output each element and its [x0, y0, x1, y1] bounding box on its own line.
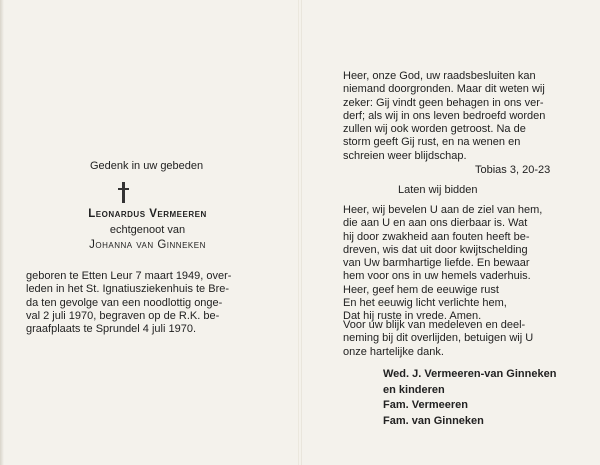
prayer-title: Laten wij bidden: [398, 184, 478, 196]
prayer-line: Heer, wij bevelen U aan de ziel van hem,: [343, 204, 543, 216]
thanks-line: neming bij dit overlijden, betuigen wij U: [343, 332, 534, 345]
verse-line: Heer, onze God, uw raadsbesluiten kan: [343, 70, 536, 82]
intro-text: Gedenk in uw gebeden: [90, 160, 204, 172]
verse-line: schreien weer blijdschap.: [343, 149, 467, 162]
verse-line: zullen wij ook worden getroost. Na de: [343, 123, 526, 136]
spouse-name: Johanna van Ginneken: [89, 239, 206, 251]
prayer-line: Heer, geef hem de eeuwige rust: [343, 283, 499, 296]
spouse-label: echtgenoot van: [109, 224, 186, 236]
signatures: [383, 367, 556, 429]
verse-line: storm geeft Gij rust, en na wenen en: [343, 136, 521, 149]
bio-line: leden in het St. Ignatiusziekenhuis te Bre-: [26, 283, 230, 296]
prayer-line: hem voor ons in uw hemels vaderhuis.: [343, 270, 531, 283]
prayer-line: En het eeuwig licht verlichte hem,: [343, 297, 507, 310]
thanks-line: onze hartelijke dank.: [343, 345, 444, 358]
signature-line: en kinderen: [383, 383, 445, 396]
verse-text: [343, 70, 575, 163]
prayer-line: die aan U en aan ons dierbaar is. Wat: [343, 217, 528, 230]
signature-line: Fam. Vermeeren: [383, 399, 468, 411]
prayer-line: Dat hij ruste in vrede. Amen.: [343, 310, 482, 323]
cross-icon: [117, 182, 131, 204]
bio-line: da ten gevolge van een noodlottig onge-: [26, 296, 223, 309]
bio-line: graafplaats te Sprundel 4 juli 1970.: [26, 323, 197, 336]
right-page: [305, 0, 600, 465]
verse-line: derf; als wij in ons leven bedroefd worden: [343, 109, 546, 122]
card-fold: [298, 0, 302, 465]
thanks-text: [343, 319, 575, 359]
verse-line: zeker: Gij vindt geen behagen in ons ver-: [343, 96, 544, 109]
bio-line: geboren te Etten Leur 7 maart 1949, over-: [26, 270, 232, 282]
bio-line: val 2 juli 1970, begraven op de R.K. be-: [26, 309, 220, 322]
prayer-line: hij door zwakheid aan fouten heeft be-: [343, 230, 530, 243]
thanks-line: Voor uw blijk van medeleven en deel-: [343, 319, 526, 331]
prayer-text: [343, 204, 575, 324]
bio-text: [26, 270, 281, 336]
deceased-name: Leonardus Vermeeren: [88, 208, 207, 220]
verse-line: niemand doorgronden. Maar dit weten wij: [343, 83, 545, 96]
signature-line: Fam. van Ginneken: [383, 414, 484, 427]
prayer-line: dreven, wis dat uit door kwijtschelding: [343, 243, 528, 256]
left-page: [0, 0, 295, 465]
prayer-line: van Uw barmhartige liefde. En bewaar: [343, 257, 530, 270]
signature-line: Wed. J. Vermeeren-van Ginneken: [383, 368, 557, 380]
verse-reference: Tobias 3, 20-23: [475, 164, 551, 176]
